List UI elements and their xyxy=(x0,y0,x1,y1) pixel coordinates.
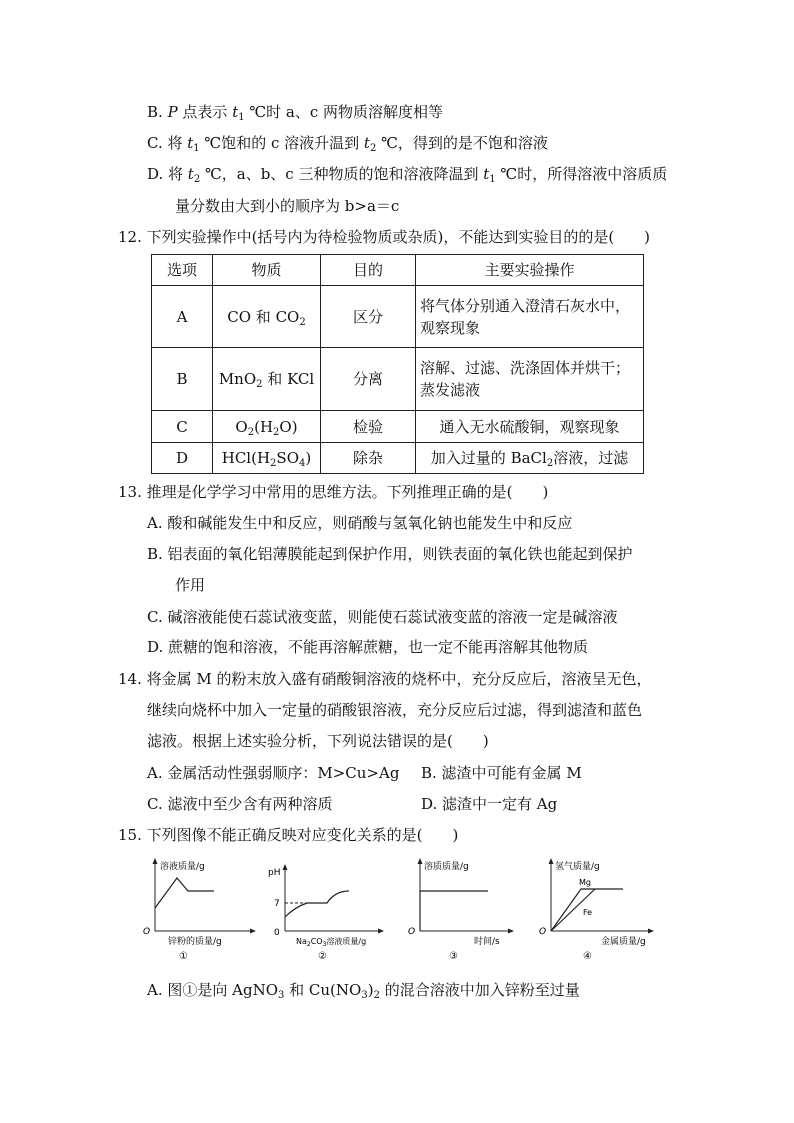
q13-option-d: D. 蔗糖的饱和溶液，不能再溶解蔗糖，也一定不能再溶解其他物质 xyxy=(147,638,589,656)
table-header: 物质 xyxy=(213,255,321,286)
q13-stem: 13. 推理是化学学习中常用的思维方法。下列推理正确的是( ) xyxy=(118,483,549,501)
q13-option-b-line2: 作用 xyxy=(175,576,206,594)
goal-cell: 区分 xyxy=(321,286,416,348)
graph-1-origin: O xyxy=(143,927,151,937)
option-cell: C xyxy=(152,411,213,443)
substance-cell: $HCl(H_2SO_4)$ xyxy=(213,443,321,474)
q12-stem: 12. 下列实验操作中(括号内为待检验物质或杂质)，不能达到实验目的的是( ) xyxy=(118,228,651,246)
q14-option-b: B. 滤渣中可能有金属 M xyxy=(421,764,582,782)
q11-option-d-line2: 量分数由大到小的顺序为 b>a＝c xyxy=(175,197,400,215)
fe-label: Fe xyxy=(583,908,593,917)
q14-stem-line2: 继续向烧杯中加入一定量的硝酸银溶液，充分反应后过滤，得到滤渣和蓝色 xyxy=(147,701,643,719)
graph-2-xlabel: $Na_2CO_3$溶液质量/g xyxy=(296,937,367,948)
q15-stem: 15. 下列图像不能正确反映对应变化关系的是( ) xyxy=(118,826,459,844)
graph-1-curve xyxy=(155,878,214,908)
experiment-table xyxy=(151,254,644,474)
graph-2-tick-7: 7 xyxy=(274,899,280,909)
operation-cell: 将气体分别通入澄清石灰水中， 观察现象 xyxy=(416,286,644,348)
graph-3-ylabel: 溶质质量/g xyxy=(424,862,469,872)
q14-option-d: D. 滤渣中一定有 Ag xyxy=(421,795,558,813)
table-row xyxy=(152,348,644,411)
q14-stem-line3: 滤液。根据上述实验分析，下列说法错误的是( ) xyxy=(147,732,489,750)
q14-stem-line1: 14. 将金属 M 的粉末放入盛有硝酸铜溶液的烧杯中，充分反应后，溶液呈无色， xyxy=(118,670,652,688)
q13-option-b: B. 铝表面的氧化铝薄膜能起到保护作用，则铁表面的氧化铁也能起到保护 xyxy=(147,545,633,563)
graph-3-origin: O xyxy=(408,927,416,937)
goal-cell: 分离 xyxy=(321,348,416,411)
graph-4 xyxy=(535,855,660,965)
graph-1 xyxy=(140,855,260,965)
q11-option-c: C. 将 $t_1$ ℃饱和的 c 溶液升温到 $t_2$ ℃，得到的是不饱和溶液 xyxy=(147,134,548,154)
operation-cell: 通入无水硫酸铜，观察现象 xyxy=(416,411,644,443)
operation-cell: 加入过量的 BaCl$_2$溶液，过滤 xyxy=(416,443,644,474)
graph-4-number: ④ xyxy=(583,951,592,962)
graph-2 xyxy=(265,855,390,965)
table-row xyxy=(152,443,644,474)
graph-1-ylabel: 溶液质量/g xyxy=(160,862,205,872)
operation-cell: 溶解、过滤、洗涤固体并烘干； 蒸发滤液 xyxy=(416,348,644,411)
graph-1-xlabel: 锌粉的质量/g xyxy=(168,937,222,947)
q15-option-a: A. 图①是向 AgNO$_3$ 和 $Cu(NO_3)_2$ 的混合溶液中加入锌粉至过量 xyxy=(147,981,580,1001)
table-row xyxy=(152,286,644,348)
graph-1-number: ① xyxy=(179,951,188,962)
substance-cell: MnO$_2$ 和 KCl xyxy=(213,348,321,411)
table-header: 目的 xyxy=(321,255,416,286)
q11-option-d: D. 将 $t_2$ ℃，a、b、c 三种物质的饱和溶液降温到 $t_1$ ℃时，所得溶液中溶质质 xyxy=(147,165,668,185)
graph-3-curve xyxy=(420,891,488,931)
graph-4-origin: O xyxy=(539,927,547,937)
table-header: 选项 xyxy=(152,255,213,286)
graph-3-number: ③ xyxy=(449,951,458,962)
table-row xyxy=(152,411,644,443)
table-header: 主要实验操作 xyxy=(416,255,644,286)
graph-3-xlabel: 时间/s xyxy=(474,937,500,947)
graph-3 xyxy=(400,855,520,965)
q11-option-b: B. P 点表示 $t_1$ ℃时 a、c 两物质溶解度相等 xyxy=(147,103,444,123)
graph-2-origin: 0 xyxy=(274,928,280,938)
q13-option-c: C. 碱溶液能使石蕊试液变蓝，则能使石蕊试液变蓝的溶液一定是碱溶液 xyxy=(147,608,618,626)
goal-cell: 检验 xyxy=(321,411,416,443)
graph-4-ylabel: 氢气质量/g xyxy=(555,862,600,872)
graph-2-ylabel: pH xyxy=(268,868,281,878)
option-cell: B xyxy=(152,348,213,411)
graph-4-xlabel: 金属质量/g xyxy=(601,937,646,947)
option-cell: A xyxy=(152,286,213,348)
substance-cell: CO 和 $CO_2$ xyxy=(213,286,321,348)
mg-label: Mg xyxy=(579,878,591,887)
substance-cell: $O_2(H_2O)$ xyxy=(213,411,321,443)
graph-2-curve xyxy=(285,891,349,917)
table-header-row xyxy=(152,255,644,286)
q13-option-a: A. 酸和碱能发生中和反应，则硝酸与氢氧化钠也能发生中和反应 xyxy=(147,514,573,532)
q14-option-c: C. 滤液中至少含有两种溶质 xyxy=(147,795,333,813)
goal-cell: 除杂 xyxy=(321,443,416,474)
q14-option-a: A. 金属活动性强弱顺序：M>Cu>Ag xyxy=(147,764,400,782)
option-cell: D xyxy=(152,443,213,474)
graph-2-number: ② xyxy=(318,951,327,962)
